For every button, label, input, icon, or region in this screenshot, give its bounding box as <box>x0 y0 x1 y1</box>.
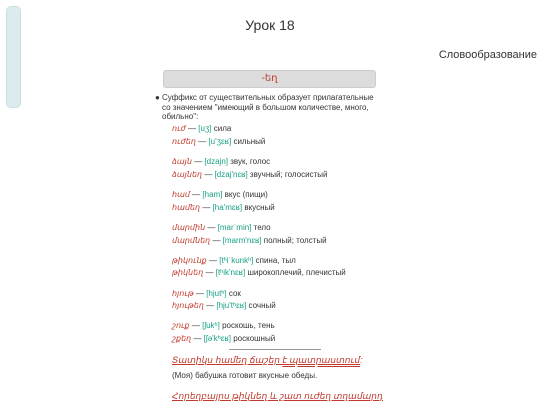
armenian-word: շքեղ <box>172 334 192 343</box>
example-translation: (Моя) бабушка готовит вкусные обеды. <box>172 371 318 380</box>
translation: сила <box>213 124 232 133</box>
armenian-word: հյութ <box>172 289 194 298</box>
translation: роскошь, тень <box>222 321 275 330</box>
example-armenian-underlined: է պատրաստում <box>282 355 361 365</box>
word-entry: ուժ — [uʒ] сила <box>172 124 232 133</box>
transcription: [ʃukʰ] <box>202 321 220 330</box>
translation: сок <box>228 289 241 298</box>
transcription: [ʃə'kʰɛʁ] <box>203 334 231 343</box>
armenian-word: ձայն <box>172 157 192 166</box>
word-entry: համ — [ham] вкус (пищи) <box>172 190 268 199</box>
word-entry: մարմին — [marˈmin] тело <box>172 223 271 232</box>
transcription: [dzaj'nɛʁ] <box>214 170 248 179</box>
translation: сильный <box>233 137 266 146</box>
word-entry: մարմնեղ — [marm'nɛʁ] полный; толстый <box>172 236 327 245</box>
transcription: [hju'tʰɛʁ] <box>216 301 247 310</box>
example-armenian <box>172 355 363 366</box>
word-entry: շուք — [ʃukʰ] роскошь, тень <box>172 321 275 330</box>
armenian-word: համեղ <box>172 203 201 212</box>
divider <box>229 349 321 350</box>
translation: звук, голос <box>230 157 271 166</box>
armenian-word: թիկնեղ <box>172 268 204 277</box>
translation: сочный <box>248 301 276 310</box>
armenian-word: ուժեղ <box>172 137 196 146</box>
armenian-word: ուժ <box>172 124 186 133</box>
translation: звучный; голосистый <box>249 170 328 179</box>
armenian-word: համ <box>172 190 190 199</box>
armenian-word: ձայնեղ <box>172 170 203 179</box>
translation: вкус (пищи) <box>224 190 268 199</box>
example-armenian-2-text: Հորեղբայրս թիկնեղ և շատ ուժեղ տղամարդ <box>172 391 383 401</box>
suffix-description <box>155 93 380 122</box>
armenian-word: մարմնեղ <box>172 236 211 245</box>
section-title: Словообразование <box>438 49 537 61</box>
word-entry: ձայն — [dzajn] звук, голос <box>172 157 271 166</box>
transcription: [marˈmin] <box>217 223 252 232</box>
translation: роскошный <box>233 334 276 343</box>
armenian-word: թիկունք <box>172 256 207 265</box>
word-entry: թիկունք — [tʰiˈkunkʰ] спина, тыл <box>172 256 296 265</box>
transcription: [hjutʰ] <box>206 289 227 298</box>
suffix-box: -եղ <box>163 70 376 88</box>
transcription: [ham] <box>202 190 223 199</box>
transcription: [marm'nɛʁ] <box>222 236 262 245</box>
transcription: [tʰiˈkunkʰ] <box>219 256 254 265</box>
word-entry: ձայնեղ — [dzaj'nɛʁ] звучный; голосистый <box>172 170 328 179</box>
word-entry: թիկնեղ — [tʰik'nɛʁ] широкоплечий, плечистый <box>172 268 346 277</box>
word-entry: համեղ — [ha'mɛʁ] вкусный <box>172 203 275 212</box>
transcription: [tʰik'nɛʁ] <box>215 268 246 277</box>
translation: вкусный <box>244 203 275 212</box>
translation: широкоплечий, плечистый <box>247 268 346 277</box>
example-armenian-2 <box>172 391 383 402</box>
translation: тело <box>253 223 271 232</box>
bullet-icon: ● <box>155 93 160 102</box>
translation: спина, тыл <box>255 256 296 265</box>
description-text: Суффикс от существительных образует прилагательные со значением "имеющий в большом количестве, много, обильно": <box>162 93 374 121</box>
transcription: [u'ʒɛʁ] <box>208 137 232 146</box>
word-entry: հյութեղ — [hju'tʰɛʁ] сочный <box>172 301 276 310</box>
word-entry: շքեղ — [ʃə'kʰɛʁ] роскошный <box>172 334 276 343</box>
transcription: [ha'mɛʁ] <box>212 203 243 212</box>
example-armenian-part: Տատիկս համեղ ճաշեր <box>172 355 283 365</box>
translation: полный; толстый <box>263 236 327 245</box>
armenian-word: հյութեղ <box>172 301 204 310</box>
armenian-word: մարմին <box>172 223 206 232</box>
lesson-title: Урок 18 <box>245 17 295 33</box>
armenian-word: շուք <box>172 321 190 330</box>
word-entry: հյութ — [hjutʰ] сок <box>172 289 241 298</box>
example-armenian-end: : <box>360 355 363 365</box>
word-entry: ուժեղ — [u'ʒɛʁ] сильный <box>172 137 266 146</box>
transcription: [dzajn] <box>204 157 228 166</box>
transcription: [uʒ] <box>198 124 212 133</box>
